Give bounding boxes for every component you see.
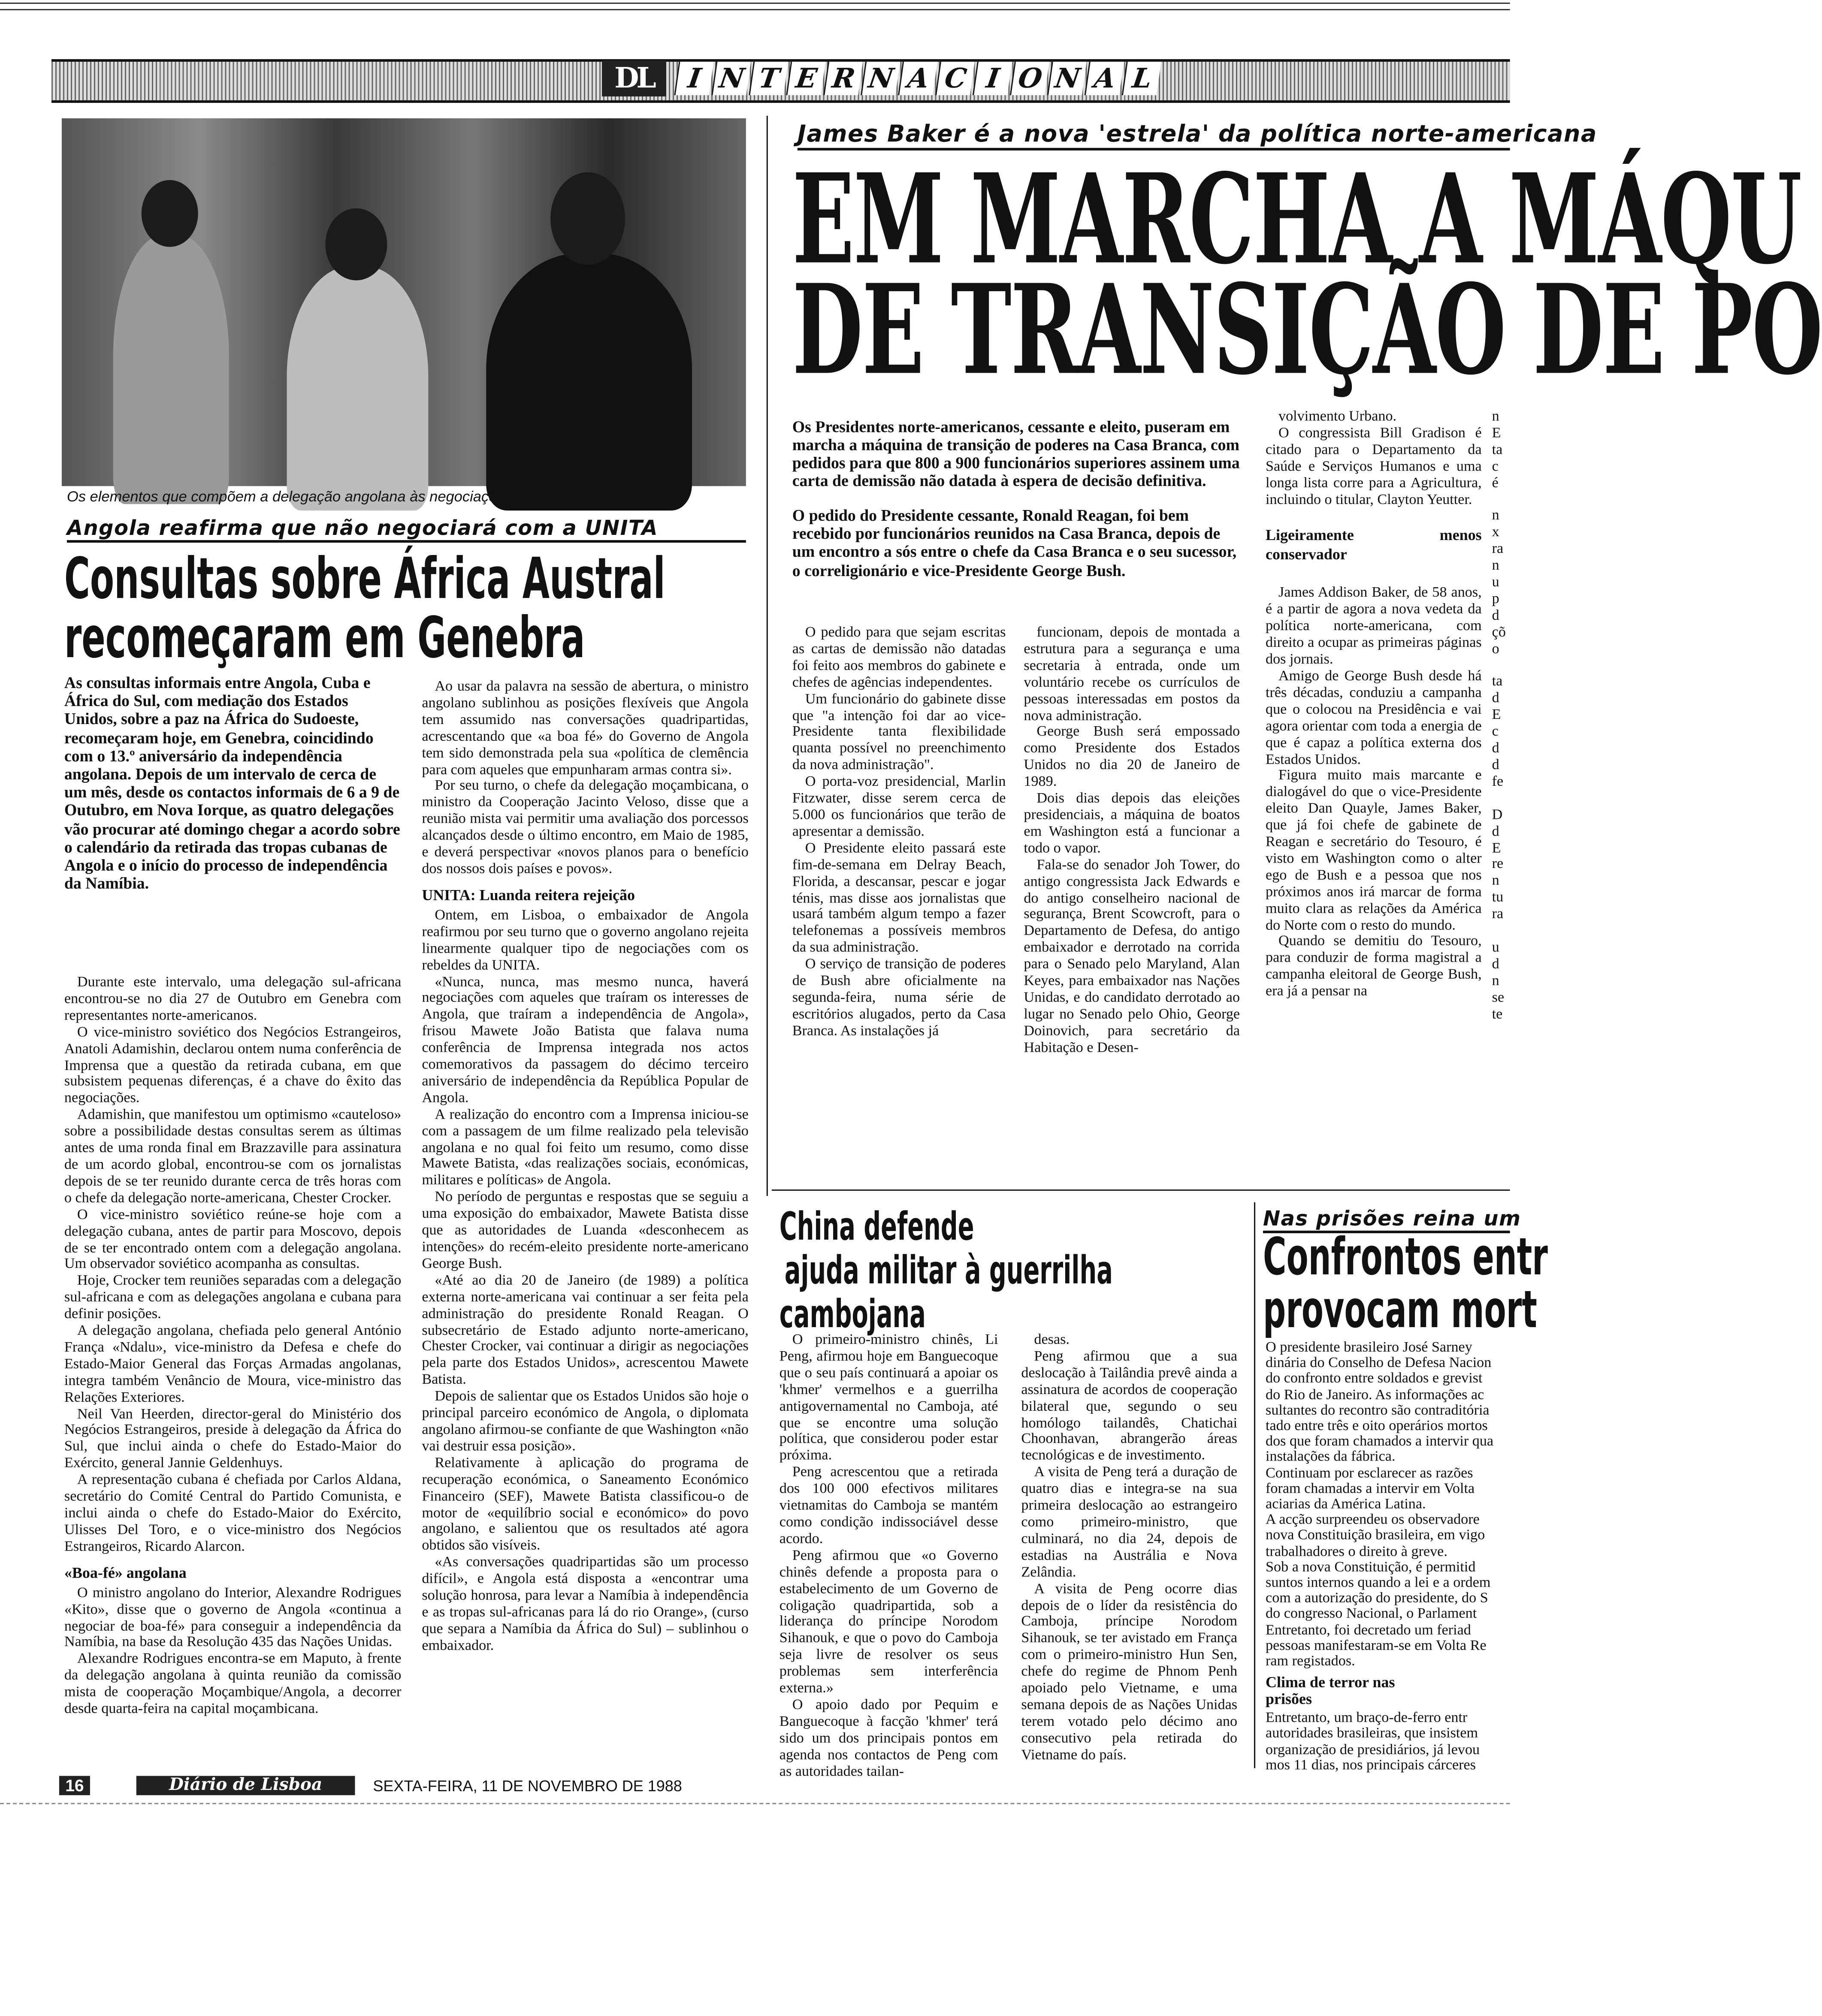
paragraph: A realização do encontro com a Imprensa iniciou-se com a passagem de um filme realizado pela televisão angolana e no qual foi feito um resumo, como disse Mawete Batista, «das realizações sociais, económicas, militares e políticas» de Angola. — [422, 1107, 749, 1189]
paragraph: O serviço de transição de poderes de Bush abre oficialmente na segunda-feira, numa série de escritórios alugados, perto da Casa Branca. As instalações já — [792, 957, 1006, 1039]
angola-headline-line1: Consultas sobre África Austral — [64, 546, 665, 613]
text-line: instalações da fábrica. — [1266, 1450, 1396, 1465]
text-line: sultantes do recontro são contraditória — [1266, 1403, 1490, 1418]
bottom-rule — [0, 1803, 1510, 1804]
paragraph: Durante este intervalo, uma delegação sul-africana encontrou-se no dia 27 de Outubro em Genebra com representantes norte-americanos. — [64, 975, 402, 1023]
delegation-photo — [62, 118, 746, 486]
text-line: trabalhadores o direito à greve. — [1266, 1544, 1447, 1560]
paragraph: Neil Van Heerden, director-geral do Ministério dos Negócios Estrangeiros, preside à delegação da África do Sul, que inclui ainda o chefe do Estado-Maior do Exército, general Jannie Geldenhuys. — [64, 1406, 402, 1472]
text-line: suntos internos quando a lei e a ordem — [1266, 1575, 1491, 1591]
paragraph: Relativamente à aplicação do programa de recuperação económica, o Saneamento Económico Financeiro (SEF), Mawete Batista classificou-o de motor de «equilíbrio social e económico» do povo angolano, e salientou que os resultados até agora obtidos são visíveis. — [422, 1455, 749, 1554]
angola-headline — [64, 546, 746, 671]
text-line: ra — [1492, 541, 1504, 557]
text-line: te — [1492, 1006, 1503, 1022]
baker-lead — [792, 401, 1242, 622]
paragraph: Amigo de George Bush desde há três décadas, conduziu a campanha que o colocou na Presidência e vai agora orientar com toda a energia de que é capaz a política externa dos Estados Unidos. — [1266, 668, 1482, 767]
paragraph: A representação cubana é chefiada por Carlos Aldana, secretário do Comité Central do Partido Comunista, e inclui ainda o chefe do Estado-Maior do Exército, Ulisses Del Toro, e o vice-ministro dos Negócios Estrangeiros, Ricardo Alarcon. — [64, 1473, 402, 1555]
text-line — [1492, 923, 1510, 940]
paragraph: A delegação angolana, chefiada pelo general António França «Ndalu», vice-ministro da Defesa e chefe do Estado-Maior General das Forças Armadas angolanas, integra também Venâncio de Moura, vice-ministro das Relações Exteriores. — [64, 1323, 402, 1405]
text-line: E — [1492, 840, 1501, 856]
paragraph: Figura muito mais marcante e dialogável do que o vice-Presidente eleito Dan Quayle, James Baker, que já foi chefe de gabinete de Reagan e secretário do Tesouro, é visto em Washington como o alter ego de Bush e a pessoa que nos próximos anos irá marcar de forma muito clara as relações da América do Norte com o resto do mundo. — [1266, 768, 1482, 933]
text-line: ta — [1492, 674, 1503, 690]
text-line: do confronto entre soldados e grevist — [1266, 1371, 1483, 1387]
text-line: O presidente brasileiro José Sarney — [1266, 1340, 1472, 1355]
paragraph: Quando se demitiu do Tesouro, para conduzir de forma magistral a campanha eleitoral de George Bush, era já a pensar na — [1266, 934, 1482, 1000]
text-line: se — [1492, 990, 1505, 1005]
angola-kicker: Angola reafirma que não negociará com a UNITA — [67, 516, 746, 543]
paragraph: O pedido para que sejam escritas as cartas de demissão não datadas foi feito aos membros do gabinete e chefes de agências independentes. — [792, 625, 1006, 691]
text-line: Entretanto, foi decretado um feriad — [1266, 1622, 1471, 1638]
text-line: aciarias da América Latina. — [1266, 1497, 1426, 1512]
brasil-headline-line2: provocam mort — [1263, 1281, 1537, 1340]
text-line: com a autorização do presidente, do S — [1266, 1591, 1488, 1607]
text-line: ra — [1492, 907, 1504, 922]
text-line: n — [1492, 558, 1499, 574]
paragraph: Dois dias depois das eleições presidenciais, a máquina de boatos em Washington está a funcionar a todo o vapor. — [1024, 791, 1240, 857]
text-line — [1492, 658, 1510, 675]
paragraph: Um funcionário do gabinete disse que "a intenção foi dar ao vice-Presidente tanta flexibilidade quanta possível no preenchimento da nova administração". — [792, 691, 1006, 773]
section-letter: T — [749, 62, 788, 95]
subhead-clima-terror: Clima de terror nas prisões — [1266, 1673, 1395, 1708]
text-line — [1492, 791, 1510, 807]
paragraph: George Bush será empossado como Presidente dos Estados Unidos no dia 20 de Janeiro de 1989. — [1024, 724, 1240, 790]
text-line: fe — [1492, 774, 1504, 790]
paragraph: A visita de Peng ocorre dias depois de o líder da resistência do Camboja, príncipe Norodom Sihanouk, se ter avistado em França com o primeiro-ministro Hun Sen, chefe do regime de Phnom Penh apoiado pelo Vietname, e uma semana depois de as Nações Unidas terem votado pelo décimo ano consecutivo pela retirada do Vietname do país. — [1021, 1581, 1238, 1763]
horizontal-rule — [772, 1189, 1510, 1191]
paragraph: Alexandre Rodrigues encontra-se em Maputo, à frente da delegação angolana à quinta reunião da comissão mista de cooperação Moçambique/Angola, a decorrer desde quarta-feira na capital moçambicana. — [64, 1651, 402, 1717]
brasil-column — [1266, 1340, 1510, 1784]
text-line: n — [1492, 409, 1499, 425]
text-line: p — [1492, 591, 1499, 607]
section-letter: E — [786, 62, 825, 95]
section-letter: I — [674, 62, 713, 95]
section-letter: N — [861, 62, 900, 95]
text-line: ta — [1492, 442, 1503, 458]
text-line: Entretanto, um braço-de-ferro entr — [1266, 1711, 1468, 1726]
column-rule — [767, 116, 768, 1196]
section-letter: A — [1085, 62, 1124, 95]
paragraph: Peng afirmou que «o Governo chinês defende a proposta para o estabelecimento de um Governo de coligação quadripartida, sob a liderança do príncipe Norodom Sihanouk, e que o povo do Camboja seja livre de resolver os seus problemas sem interferência externa.» — [779, 1548, 998, 1696]
paragraph: O primeiro-ministro chinês, Li Peng, afirmou hoje em Banguecoque que o seu país continuará a apoiar os 'khmer' vermelhos e a guerrilha antigovernamental no Camboja, até que se encontre uma solução política, que considerou poder estar próxima. — [779, 1332, 998, 1464]
china-column-1 — [779, 1332, 998, 1779]
paragraph: O ministro angolano do Interior, Alexandre Rodrigues «Kito», disse que o governo de Angola «continua a negociar de boa-fé» para conseguir a independência da Namíbia, na base da Resolução 435 das Nações Unidas. — [64, 1585, 402, 1651]
paragraph: Peng acrescentou que a retirada dos 100 000 efectivos militares vietnamitas do Camboja se mantém como condição indissociável desse acordo. — [779, 1465, 998, 1547]
text-line: d — [1492, 757, 1499, 773]
paragraph: Peng afirmou que a sua deslocação à Tailândia prevê ainda a assinatura de acordos de cooperação bilateral que, segundo o seu homólogo tailandês, Chatichai Choonhavan, abrangerão áreas tecnológicas e de investimento. — [1021, 1349, 1238, 1464]
text-line: é — [1492, 475, 1499, 491]
paragraph: O porta-voz presidencial, Marlin Fitzwater, disse serem cerca de 5.000 os funcionários que terão de apresentar a demissão. — [792, 774, 1006, 840]
text-line: d — [1492, 741, 1499, 757]
china-column-2 — [1021, 1332, 1237, 1769]
angola-column-2 — [422, 679, 748, 1769]
brasil-headline-line1: Confrontos entr — [1263, 1228, 1548, 1287]
paragraph: Ao usar da palavra na sessão de abertura, o ministro angolano sublinhou as posições flexíveis que Angola tem assumido nas conversações quadripartidas, acrescentando que «a boa fé» do Governo de Angola tem sido demonstrada pela sua «política de clemência para com aqueles que empunharam armas contra si». — [422, 679, 749, 778]
china-headline-line1: China defende — [779, 1205, 974, 1250]
paragraph: A visita de Peng terá a duração de quatro dias e integra-se na sua primeira deslocação ao estrangeiro como primeiro-ministro, que culminará, no dia 24, depois de estadias na Austrália e Nova Zelândia. — [1021, 1465, 1238, 1580]
brasil-headline — [1263, 1228, 1548, 1340]
text-line: c — [1492, 724, 1499, 740]
paragraph: funcionam, depois de montada a estrutura para a segurança e uma secretaria à entrada, onde um voluntário recebe os currículos de pessoas interessadas em postos da nova administração. — [1024, 625, 1240, 724]
paragraph: O congressista Bill Gradison é citado para o Departamento da Saúde e Serviços Humanos e uma longa lista corre para a Agricultura, incluindo o titular, Clayton Yeutter. — [1266, 426, 1482, 507]
text-line: tado entre três e oito operários mortos — [1266, 1418, 1488, 1434]
paragraph: O Presidente eleito passará este fim-de-semana em Delray Beach, Florida, a descansar, pescar e jogar ténis, mas disse aos jornalistas que usará também algum tempo a fazer telefonemas a possíveis membros da sua administração. — [792, 841, 1006, 956]
text-line: c — [1492, 459, 1499, 474]
text-line: autoridades brasileiras, que insistem — [1266, 1726, 1478, 1742]
text-line: do Rio de Janeiro. As informações ac — [1266, 1387, 1484, 1403]
dl-logo: DL — [602, 60, 666, 97]
top-rule — [0, 3, 1510, 10]
text-line: u — [1492, 575, 1499, 591]
baker-headline-line1: EM MARCHA A MÁQU — [792, 146, 1801, 292]
baker-column-3 — [1266, 409, 1482, 1186]
text-line: d — [1492, 691, 1499, 707]
photo-caption: Os elementos que compõem a delegação angolana às negociações quadripartidas. — [66, 490, 615, 506]
baker-headline — [792, 146, 1822, 403]
section-letter: I — [973, 62, 1012, 95]
text-line: nova Constituição brasileira, em vigo — [1266, 1528, 1485, 1544]
paragraph: James Addison Baker, de 58 anos, é a partir de agora a nova vedeta da política norte-americana, com direito a ocupar as primeiras páginas dos jornais. — [1266, 585, 1482, 668]
brasil-kicker: Nas prisões reina um — [1263, 1206, 1510, 1233]
china-headline-line3: cambojana — [779, 1292, 926, 1337]
text-line: d — [1492, 824, 1499, 839]
text-line: E — [1492, 707, 1501, 723]
subhead-boa-fe: «Boa-fé» angolana — [64, 1563, 187, 1581]
text-line: organização de presidiários, já levou — [1266, 1742, 1480, 1758]
column-rule-2 — [1254, 1202, 1255, 1768]
text-line: Sob a nova Constituição, é permitid — [1266, 1560, 1476, 1575]
text-line: d — [1492, 608, 1499, 624]
paragraph: volvimento Urbano. — [1278, 409, 1397, 425]
paragraph: O vice-ministro soviético reúne-se hoje com a delegação cubana, antes de partir para Moscovo, depois de se ter encontrado ontem com a delegação angolana. Um observador soviético acompanha as consultas. — [64, 1207, 402, 1273]
text-line: do congresso Nacional, o Parlament — [1266, 1606, 1477, 1622]
text-line: foram chamadas a intervir em Volta — [1266, 1481, 1475, 1497]
baker-column-2 — [1024, 625, 1240, 1186]
paragraph: Depois de salientar que os Estados Unidos são hoje o principal parceiro económico de Angola, o diplomata angolano afirmou-se confiante de que Washington «não vai destruir essa posição». — [422, 1389, 749, 1455]
text-line: tu — [1492, 890, 1504, 906]
paragraph: Fala-se do senador Joh Tower, do antigo congressista Jack Edwards e do antigo conselheiro nacional de segurança, Brent Scowcroft, para o Departamento de Defesa, do antigo embaixador e derrotado na corrida para o Senado pelo Maryland, Alan Keyes, para embaixador nas Nações Unidas, e do candidato derrotado ao lugar no Senado pelo Ohio, George Doinovich, para secretário da Habitação e Desen- — [1024, 857, 1240, 1056]
china-headline-line2: ajuda militar à guerrilha — [784, 1249, 1113, 1294]
text-line: A acção surpreendeu os observadore — [1266, 1512, 1480, 1528]
section-letter: L — [1122, 62, 1161, 95]
subhead-ligeiramente: Ligeiramente menos conservador — [1266, 526, 1482, 564]
section-letter: R — [823, 62, 863, 95]
section-letter: N — [711, 62, 751, 95]
section-letter: A — [898, 62, 937, 95]
text-line: ram registados. — [1266, 1654, 1355, 1669]
china-headline — [779, 1205, 1127, 1337]
text-line: d — [1492, 957, 1499, 972]
paragraph: O vice-ministro soviético dos Negócios Estrangeiros, Anatoli Adamishin, declarou ontem numa conferência de Imprensa que a questão da retirada cubana, em que subsistem pequenas diferenças, é a chave do êxito das negociações. — [64, 1024, 402, 1107]
text-line: re — [1492, 857, 1504, 872]
baker-column-1 — [792, 625, 1006, 1186]
angola-column-1 — [64, 975, 401, 1769]
text-line: u — [1492, 940, 1499, 956]
text-line: Continuam por esclarecer as razões — [1266, 1465, 1473, 1481]
issue-date: SEXTA-FEIRA, 11 DE NOVEMBRO DE 1988 — [373, 1777, 682, 1796]
subhead-unita: UNITA: Luanda reitera rejeição — [422, 886, 635, 904]
paragraph: Os Presidentes norte-americanos, cessante e eleito, puseram em marcha a máquina de transição de poderes na Casa Branca, com pedidos para que 800 a 900 funcionários superiores assinem uma carta de demissão não datada à espera de decisão definitiva. — [792, 417, 1240, 490]
paragraph: O apoio dado por Pequim e Banguecoque à facção 'khmer' terá sido um dos principais pontos em agenda nos contactos de Peng com as autoridades tailan- — [779, 1697, 998, 1779]
baker-headline-line2: DE TRANSIÇÃO DE PO — [792, 257, 1822, 403]
text-line: o — [1492, 641, 1499, 657]
page-number: 16 — [59, 1776, 90, 1795]
text-line: n — [1492, 973, 1499, 989]
baker-kicker: James Baker é a nova 'estrela' da política norte-americana — [798, 121, 1510, 151]
paragraph: «Nunca, nunca, mas mesmo nunca, haverá negociações com aqueles que traíram os interesses de Angola, que traíram a independência de Angola», frisou Mawete João Batista que falava numa conferência de Imprensa integrada nos actos comemorativos da passagem do décimo terceiro aniversário de independência da República Popular de Angola. — [422, 974, 749, 1106]
text-line: pessoas manifestaram-se em Volta Re — [1266, 1638, 1487, 1654]
text-line: D — [1492, 807, 1503, 823]
text-line: E — [1492, 426, 1501, 441]
text-line: çõ — [1492, 625, 1506, 640]
section-letter: N — [1047, 62, 1087, 95]
text-line: n — [1492, 873, 1499, 889]
paragraph: Adamishin, que manifestou um optimismo «cauteloso» sobre a possibilidade destas consultas serem as últimas antes de uma ronda final em Brazzaville para assinatura de um acordo global, encontrou-se com os jornalistas depois de se ter reunido durante cerca de três horas com o chefe da delegação norte-americana, Chester Crocker. — [64, 1108, 402, 1206]
angola-headline-line2: recomeçaram em Genebra — [64, 606, 585, 671]
text-line: mos 11 dias, nos principais cárceres — [1266, 1757, 1476, 1773]
text-line: dinária do Conselho de Defesa Nacion — [1266, 1355, 1492, 1371]
paragraph: «Até ao dia 20 de Janeiro (de 1989) a política externa norte-americana vai continuar a ser feita pela administração do presidente Ronald Reagan. O subsecretário de Estado adjunto norte-americano, Chester Crocker, vai continuar a dirigir as negociações pela parte dos Estados Unidos», acrescentou Mawete Batista. — [422, 1273, 749, 1388]
text-line: n — [1492, 508, 1499, 524]
paragraph: No período de perguntas e respostas que se seguiu a uma exposição do embaixador, Mawete Batista disse que as autoridades de Luanda «desconhecem as intenções» do recém-eleito presidente norte-americano George Bush. — [422, 1189, 749, 1272]
paragraph: Por seu turno, o chefe da delegação moçambicana, o ministro da Cooperação Jacinto Veloso, disse que a reunião mista vai permitir uma avaliação dos porcessos alcançados desde o último encontro, em Maio de 1985, e deverá perspectivar «novos planos para o benefício dos nossos dois países e povos». — [422, 779, 749, 877]
masthead-diario-de-lisboa: Diário de Lisboa — [136, 1776, 355, 1795]
paragraph: O pedido do Presidente cessante, Ronald Reagan, foi bem recebido por funcionários reunidos na Casa Branca, depois de um encontro a sós entre o chefe da Casa Branca e o seu sucessor, o correligionário e vice-Presidente George Bush. — [792, 507, 1237, 579]
paragraph: «As conversações quadripartidas são um processo difícil», e Angola está disposta a «encontrar uma solução honrosa, para levar a Namíbia à independência e as tropas sul-africanas para lá do rio Orange», (curso que separa a Namíbia da África do Sul) – sublinhou o embaixador. — [422, 1555, 749, 1654]
text-line — [1492, 492, 1510, 509]
paragraph: Ontem, em Lisboa, o embaixador de Angola reafirmou por seu turno que o governo angolano rejeita linearmente qualquer tipo de negociações com os rebeldes da UNITA. — [422, 908, 749, 973]
section-title-internacional — [677, 62, 1161, 95]
text-line: dos que foram chamados a intervir qua — [1266, 1434, 1494, 1450]
section-letter: O — [1010, 62, 1049, 95]
paragraph: Hoje, Crocker tem reuniões separadas com a delegação sul-africana e com as delegações angolana e cubana para definir posições. — [64, 1273, 402, 1322]
paragraph: desas. — [1034, 1332, 1070, 1348]
text-line: x — [1492, 525, 1499, 541]
baker-column-4-cut — [1492, 409, 1510, 1186]
section-letter: C — [935, 62, 975, 95]
angola-lead: As consultas informais entre Angola, Cuba e África do Sul, com mediação dos Estados Unidos, sobre a paz na África do Sudoeste, recomeçaram hoje, em Genebra, coincidindo com o 13.º aniversário da independência angolana. Depois de um intervalo de cerca de um mês, desde os contactos informais de 6 a 9 de Outubro, em Nova Iorque, as quatro delegações vão procurar até domingo chegar a acordo sobre o calendário da retirada das tropas cubanas de Angola e o início do processo de independência da Namíbia. — [64, 673, 400, 893]
